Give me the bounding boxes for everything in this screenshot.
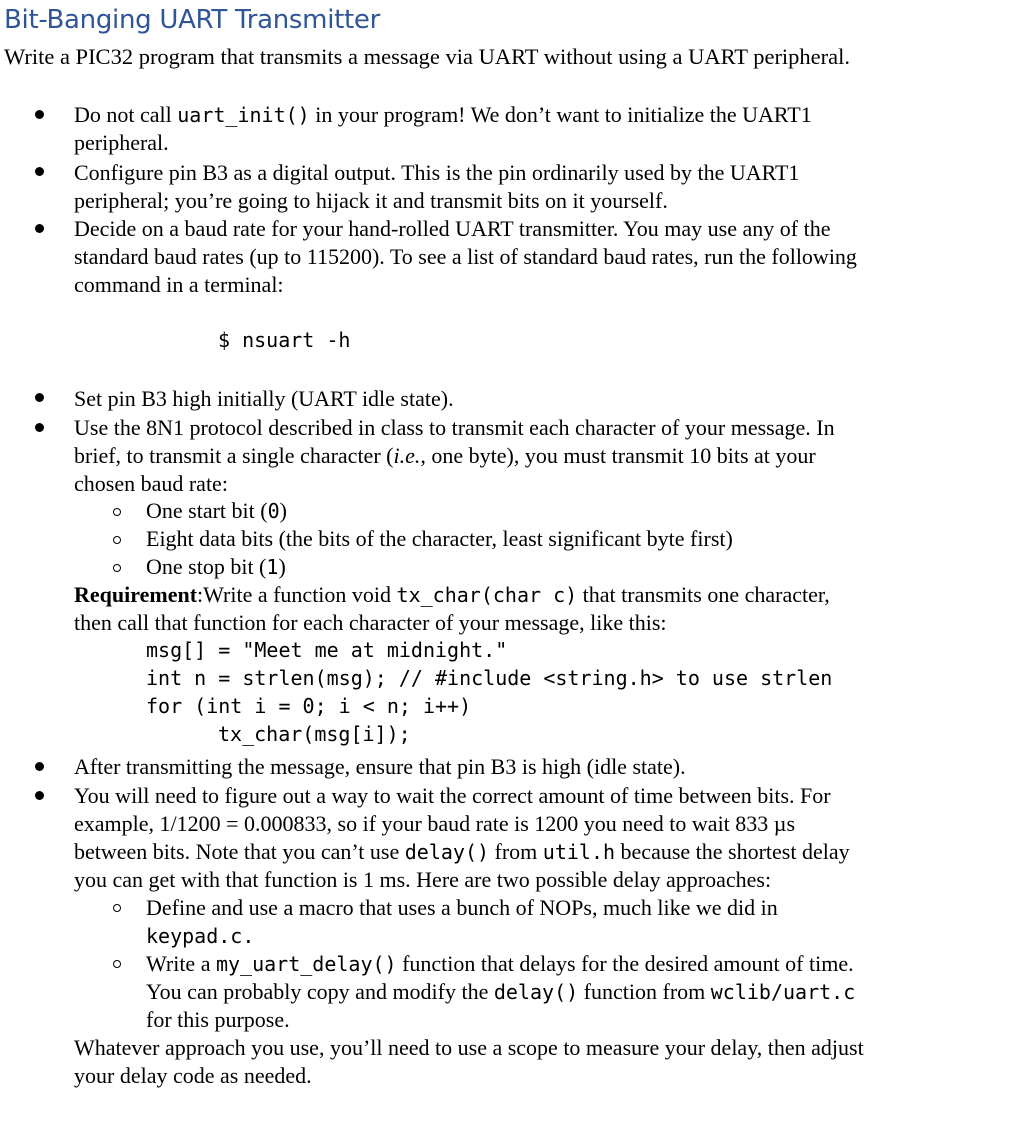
- code-line: msg[] = "Meet me at midnight.": [146, 638, 508, 662]
- sub-bullet-icon: [113, 564, 121, 572]
- bullet-icon: [35, 791, 44, 800]
- code-line: for (int i = 0; i < n; i++): [146, 694, 472, 718]
- code-inline: delay(): [404, 840, 490, 864]
- list-item: After transmitting the message, ensure that pin B3 is high (idle state).: [74, 754, 686, 779]
- sub-bullet-icon: [113, 508, 121, 516]
- code-inline: 1: [266, 555, 279, 579]
- bullet-icon: [35, 423, 44, 432]
- sub-list-item: Define and use a macro that uses a bunch of NOPs, much like we did in keypad.c.: [146, 895, 778, 948]
- sub-bullet-icon: [113, 904, 121, 912]
- code-inline: my_uart_delay(): [215, 952, 397, 976]
- list-item: Do not call uart_init() in your program! We don’t want to initialize the UART1 peripheral.: [74, 102, 812, 155]
- sub-list-item: Write a my_uart_delay() function that delays for the desired amount of time. You can probably copy and modify the delay() function from wclib/uart.c for this purpose.: [146, 951, 856, 1032]
- list-item: Use the 8N1 protocol described in class to transmit each character of your message. In brief, to transmit a single character (i.e., one byte), you must transmit 10 bits at your chosen baud rate:: [74, 415, 835, 496]
- bullet-icon: [35, 762, 44, 771]
- terminal-command: $ nsuart -h: [218, 328, 351, 352]
- requirement-text: Requirement:Write a function void tx_char(char c) that transmits one character, then call that function for each character of your message, like this:: [74, 582, 830, 635]
- bullet-icon: [35, 167, 44, 176]
- code-inline: tx_char(char c): [396, 583, 578, 607]
- code-inline: util.h: [542, 840, 616, 864]
- sub-list-item: Eight data bits (the bits of the character, least significant byte first): [146, 526, 733, 551]
- list-item: You will need to figure out a way to wait the correct amount of time between bits. For example, 1/1200 = 0.000833, so if your baud rate is 1200 you need to wait 833 µs between bits. Note that you can’t use delay() from util.h because the shortest delay you can get with that function is 1 ms. Here are two possible delay approaches:: [74, 783, 850, 892]
- list-item: Set pin B3 high initially (UART idle state).: [74, 386, 454, 411]
- sub-list-item: One stop bit (1): [146, 554, 286, 579]
- bullet-icon: [35, 224, 44, 233]
- code-line: int n = strlen(msg); // #include <string.h> to use strlen: [146, 666, 833, 690]
- code-inline: uart_init(): [177, 103, 310, 127]
- code-line: tx_char(msg[i]);: [218, 722, 411, 746]
- code-inline: delay(): [493, 980, 579, 1004]
- list-item: Decide on a baud rate for your hand-rolled UART transmitter. You may use any of the standard baud rates (up to 115200). To see a list of standard baud rates, run the following command in a terminal:: [74, 216, 857, 297]
- bullet-icon: [35, 393, 44, 402]
- code-inline: 0: [267, 499, 280, 523]
- sub-bullet-icon: [113, 536, 121, 544]
- list-item: Configure pin B3 as a digital output. This is the pin ordinarily used by the UART1 peripheral; you’re going to hijack it and transmit bits on it yourself.: [74, 160, 800, 213]
- code-inline: wclib/uart.c: [710, 980, 856, 1004]
- bullet-icon: [35, 110, 44, 119]
- closing-text: Whatever approach you use, you’ll need to use a scope to measure your delay, then adjust your delay code as needed.: [74, 1035, 864, 1088]
- sub-bullet-icon: [113, 960, 121, 968]
- page-title: Bit-Banging UART Transmitter: [4, 5, 381, 35]
- intro-text: Write a PIC32 program that transmits a message via UART without using a UART peripheral.: [4, 44, 851, 69]
- sub-list-item: One start bit (0): [146, 498, 287, 523]
